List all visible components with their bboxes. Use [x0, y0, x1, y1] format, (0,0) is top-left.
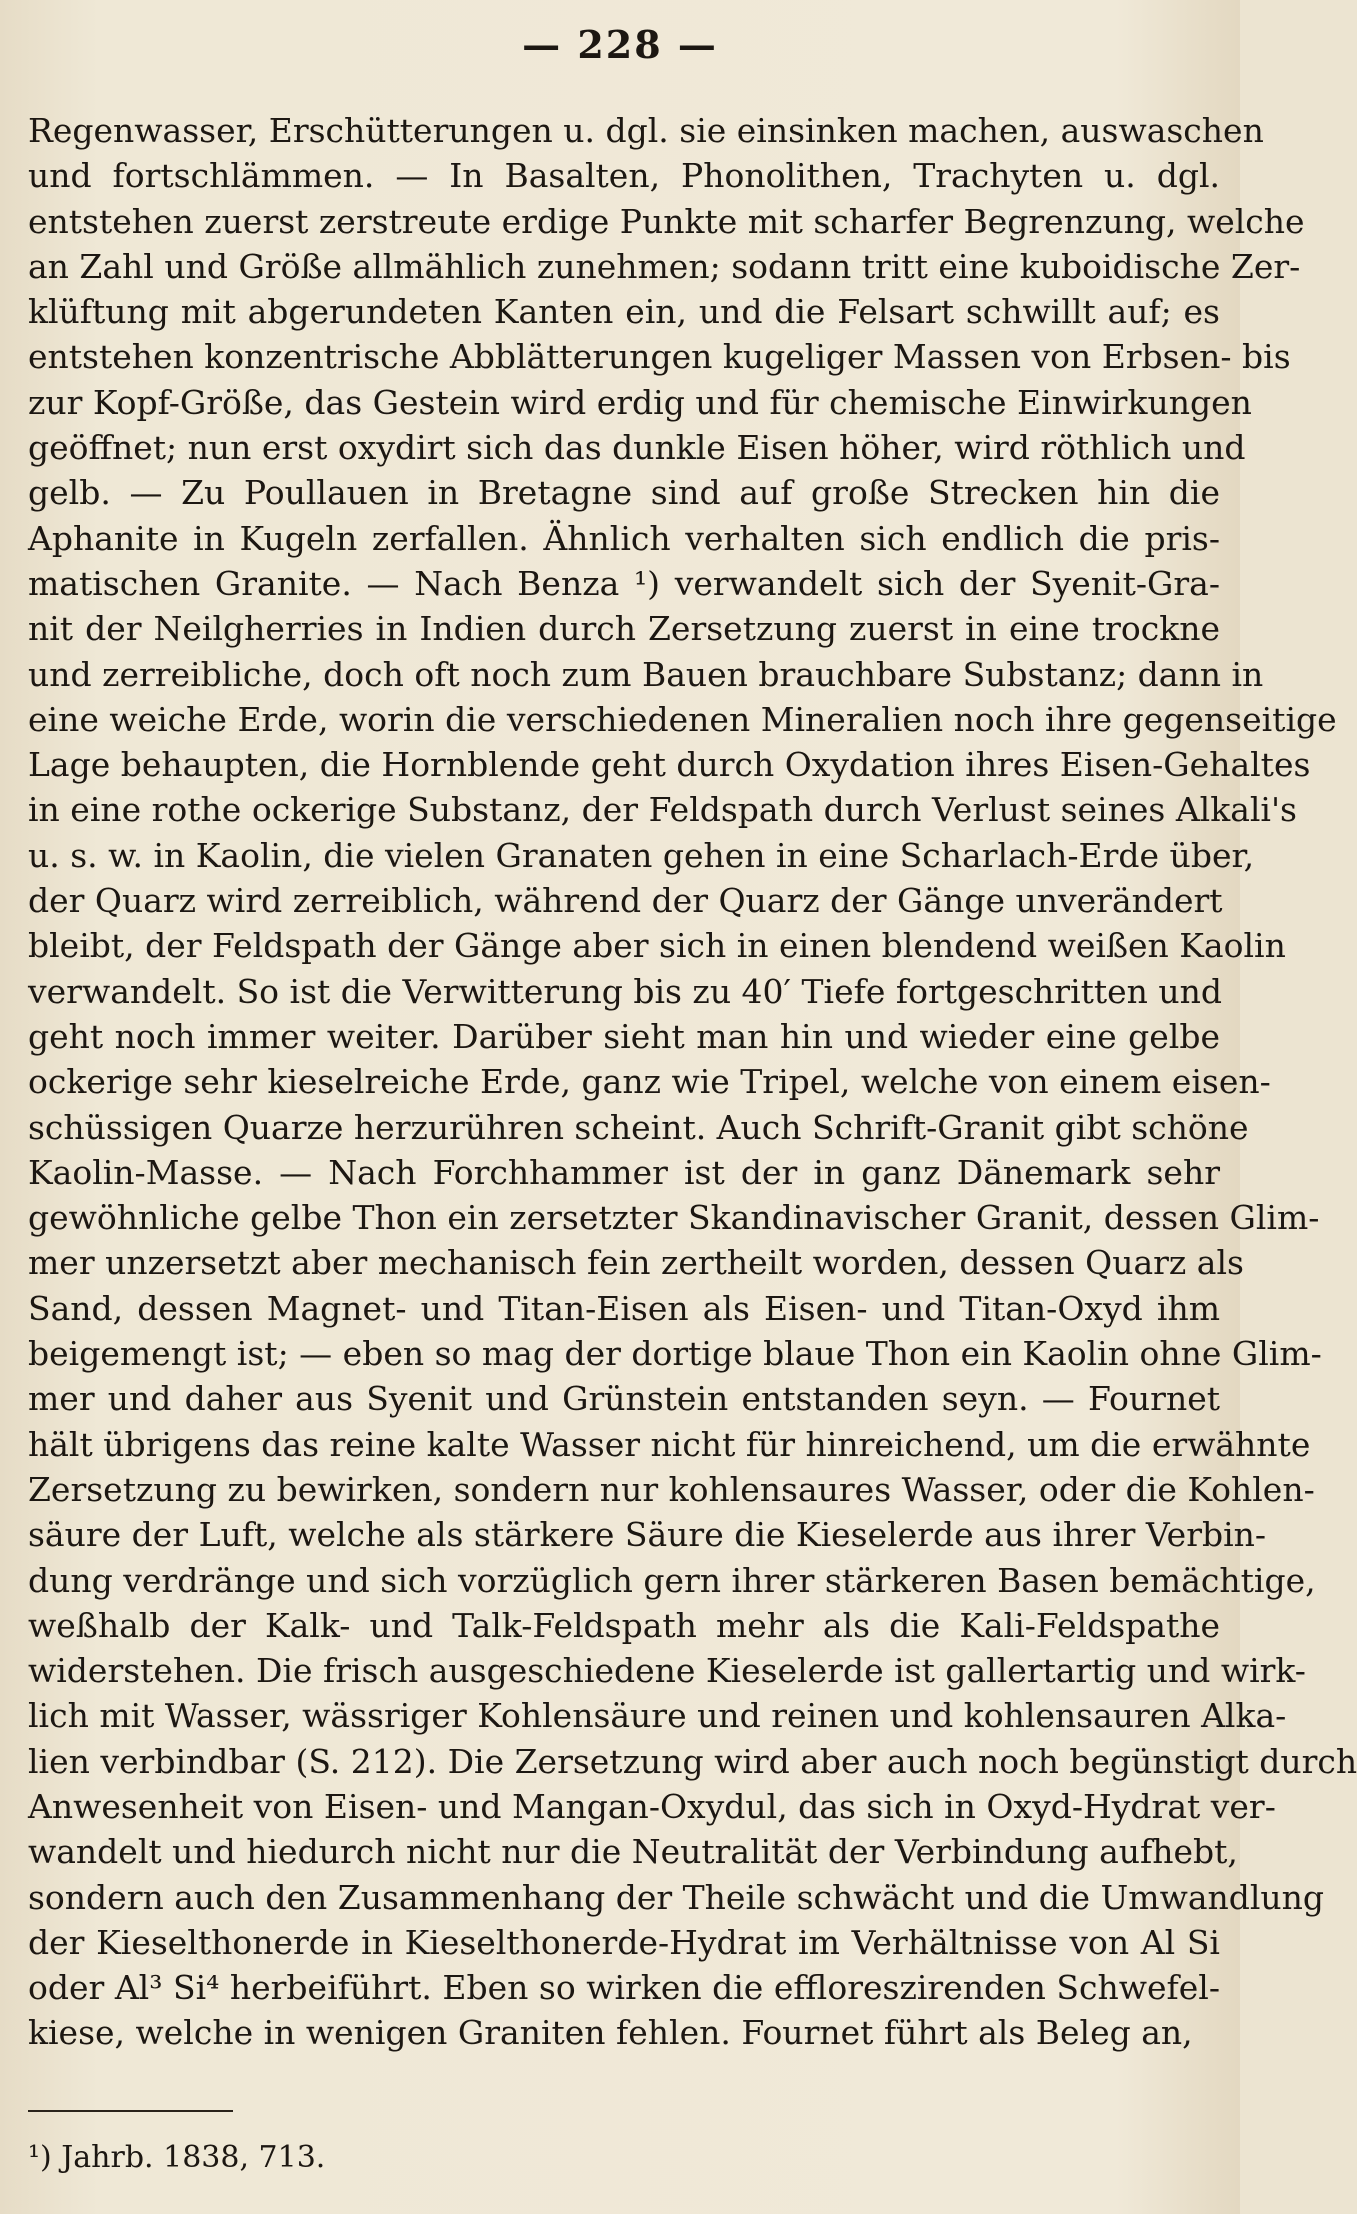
text-line: eine weiche Erde, worin die verschiedenen Mineralien noch ihre gegenseitige: [28, 699, 1337, 739]
text-line: nit der Neilgherries in Indien durch Zersetzung zuerst in eine trockne: [28, 609, 1220, 649]
text-line: lich mit Wasser, wässriger Kohlensäure und reinen und kohlensauren Alka-: [28, 1696, 1287, 1736]
body-text: [28, 108, 1357, 2056]
text-line: entstehen konzentrische Abblätterungen kugeliger Massen von Erbsen- bis: [28, 337, 1291, 377]
text-line: hält übrigens das reine kalte Wasser nicht für hinreichend, um die erwähnte: [28, 1424, 1311, 1464]
text-line: sondern auch den Zusammenhang der Theile schwächt und die Umwandlung: [28, 1877, 1325, 1917]
text-line: entstehen zuerst zerstreute erdige Punkte mit scharfer Begrenzung, welche: [28, 201, 1305, 241]
text-line: säure der Luft, welche als stärkere Säure die Kieselerde aus ihrer Verbin-: [28, 1515, 1267, 1555]
text-line: beigemengt ist; — eben so mag der dortige blaue Thon ein Kaolin ohne Glim-: [28, 1334, 1322, 1374]
text-line: weßhalb der Kalk- und Talk-Feldspath mehr als die Kali-Feldspathe: [28, 1605, 1220, 1645]
text-line: in eine rothe ockerige Substanz, der Feldspath durch Verlust seines Alkali's: [28, 790, 1297, 830]
text-line: Anwesenheit von Eisen- und Mangan-Oxydul, das sich in Oxyd-Hydrat ver-: [28, 1786, 1276, 1826]
text-line: klüftung mit abgerundeten Kanten ein, und die Felsart schwillt auf; es: [28, 292, 1220, 332]
text-line: Aphanite in Kugeln zerfallen. Ähnlich verhalten sich endlich die pris-: [28, 518, 1220, 558]
text-line: gewöhnliche gelbe Thon ein zersetzter Skandinavischer Granit, dessen Glim-: [28, 1198, 1320, 1238]
text-line: kiese, welche in wenigen Graniten fehlen. Fournet führt als Beleg an,: [28, 2013, 1193, 2053]
text-line: u. s. w. in Kaolin, die vielen Granaten gehen in eine Scharlach-Erde über,: [28, 835, 1255, 875]
text-line: mer und daher aus Syenit und Grünstein entstanden seyn. — Fournet: [28, 1379, 1220, 1419]
text-line: oder Al³ Si⁴ herbeiführt. Eben so wirken die effloreszirenden Schwefel-: [28, 1968, 1220, 2008]
text-line: lien verbindbar (S. 212). Die Zersetzung wird aber auch noch begünstigt durch: [28, 1741, 1357, 1781]
text-line: verwandelt. So ist die Verwitterung bis zu 40′ Tiefe fortgeschritten und: [28, 971, 1223, 1011]
text-line: Zersetzung zu bewirken, sondern nur kohlensaures Wasser, oder die Kohlen-: [28, 1469, 1315, 1509]
text-line: Sand, dessen Magnet- und Titan-Eisen als Eisen- und Titan-Oxyd ihm: [28, 1288, 1220, 1328]
text-line: bleibt, der Feldspath der Gänge aber sich in einen blendend weißen Kaolin: [28, 926, 1286, 966]
page-number-header: — 228 —: [522, 22, 718, 67]
text-line: Kaolin-Masse. — Nach Forchhammer ist der in ganz Dänemark sehr: [28, 1152, 1220, 1192]
text-line: matischen Granite. — Nach Benza ¹) verwandelt sich der Syenit-Gra-: [28, 563, 1220, 603]
text-line: zur Kopf-Größe, das Gestein wird erdig und für chemische Einwirkungen: [28, 382, 1252, 422]
text-line: an Zahl und Größe allmählich zunehmen; sodann tritt eine kuboidische Zer-: [28, 246, 1301, 286]
text-line: der Kieselthonerde in Kieselthonerde-Hydrat im Verhältnisse von Al Si: [28, 1922, 1220, 1962]
text-line: dung verdränge und sich vorzüglich gern ihrer stärkeren Basen bemächtige,: [28, 1560, 1316, 1600]
footnote-rule: [28, 2110, 233, 2112]
text-line: schüssigen Quarze herzurühren scheint. Auch Schrift-Granit gibt schöne: [28, 1107, 1249, 1147]
text-line: und fortschlämmen. — In Basalten, Phonolithen, Trachyten u. dgl.: [28, 156, 1220, 196]
text-line: Regenwasser, Erschütterungen u. dgl. sie einsinken machen, auswaschen: [28, 111, 1264, 150]
text-line: gelb. — Zu Poullauen in Bretagne sind auf große Strecken hin die: [28, 473, 1220, 513]
text-line: wandelt und hiedurch nicht nur die Neutralität der Verbindung aufhebt,: [28, 1832, 1238, 1872]
text-line: der Quarz wird zerreiblich, während der Quarz der Gänge unverändert: [28, 881, 1223, 921]
footnote: ¹) Jahrb. 1838, 713.: [28, 2140, 326, 2175]
text-line: mer unzersetzt aber mechanisch fein zertheilt worden, dessen Quarz als: [28, 1243, 1244, 1283]
text-line: ockerige sehr kieselreiche Erde, ganz wie Tripel, welche von einem eisen-: [28, 1062, 1271, 1102]
text-line: widerstehen. Die frisch ausgeschiedene Kieselerde ist gallertartig und wirk-: [28, 1651, 1306, 1691]
text-line: geöffnet; nun erst oxydirt sich das dunkle Eisen höher, wird röthlich und: [28, 428, 1246, 468]
text-line: geht noch immer weiter. Darüber sieht man hin und wieder eine gelbe: [28, 1016, 1220, 1056]
text-line: und zerreibliche, doch oft noch zum Bauen brauchbare Substanz; dann in: [28, 654, 1264, 694]
text-line: Lage behaupten, die Hornblende geht durch Oxydation ihres Eisen-Gehaltes: [28, 745, 1311, 785]
